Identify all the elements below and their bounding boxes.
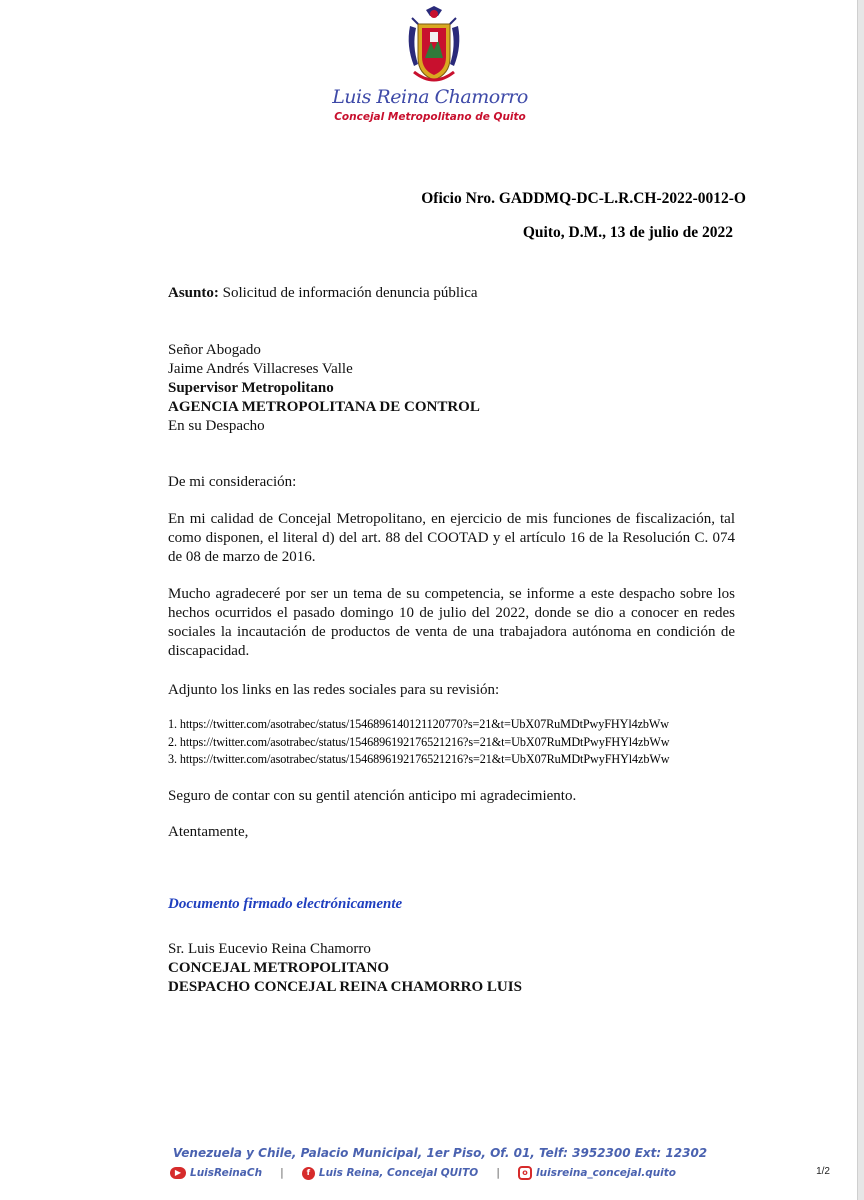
- footer-separator: |: [496, 1167, 501, 1179]
- youtube-handle: LuisReinaCh: [190, 1167, 263, 1179]
- page-edge: [857, 0, 864, 1200]
- coat-of-arms-icon: [404, 6, 464, 90]
- links-list: [168, 716, 738, 769]
- subject-label: Asunto:: [168, 285, 219, 301]
- page-number: 1/2: [816, 1166, 830, 1177]
- facebook-icon: f: [302, 1167, 315, 1180]
- list-item[interactable]: 3. https://twitter.com/asotrabec/status/1546896192176521216?s=21&t=UbX07RuMDtPwyFHYl4zbWw: [168, 752, 670, 766]
- recipient-block: [168, 341, 728, 436]
- paragraph-1: En mi calidad de Concejal Metropolitano, en ejercicio de mis funciones de fiscalización, tal como disponen, el literal d) del art. 88 del COOTAD y el artículo 16 de la Resolución C. 074 de 08 de marzo de 2016.: [168, 511, 735, 565]
- paragraph-4: Seguro de contar con su gentil atención anticipo mi agradecimiento.: [168, 788, 577, 804]
- youtube-icon: ▶: [170, 1167, 186, 1179]
- footer-youtube[interactable]: [170, 1167, 262, 1179]
- footer-facebook[interactable]: [302, 1167, 478, 1180]
- paragraph-2: Mucho agradeceré por ser un tema de su competencia, se informe a este despacho sobre los hechos ocurridos el pasado domingo 10 de julio del 2022, donde se dio a conocer en redes sociales la incautación de productos de venta de una trabajadora autónoma en condición de discapacidad.: [168, 586, 735, 659]
- recipient-name: Jaime Andrés Villacreses Valle: [168, 361, 353, 377]
- footer-address: Venezuela y Chile, Palacio Municipal, 1er Piso, Of. 01, Telf: 3952300 Ext: 12302: [172, 1146, 708, 1160]
- electronic-signature-note: Documento firmado electrónicamente: [168, 896, 403, 912]
- footer-instagram[interactable]: [518, 1166, 676, 1180]
- greeting: De mi consideración:: [168, 474, 297, 490]
- councilor-title-logo: Concejal Metropolitano de Quito: [334, 111, 526, 123]
- signer-office: DESPACHO CONCEJAL REINA CHAMORRO LUIS: [168, 979, 522, 995]
- recipient-agency: AGENCIA METROPOLITANA DE CONTROL: [168, 399, 480, 415]
- signer-block: [168, 940, 728, 997]
- recipient-location: En su Despacho: [168, 418, 265, 434]
- list-item[interactable]: 1. https://twitter.com/asotrabec/status/1546896140121120770?s=21&t=UbX07RuMDtPwyFHYl4zbWw: [168, 717, 670, 731]
- document-date: Quito, D.M., 13 de julio de 2022: [522, 224, 733, 241]
- list-item[interactable]: 2. https://twitter.com/asotrabec/status/1546896192176521216?s=21&t=UbX07RuMDtPwyFHYl4zbWw: [168, 734, 670, 749]
- recipient-salutation: Señor Abogado: [168, 342, 261, 358]
- closing: Atentamente,: [168, 824, 249, 840]
- footer-social: [170, 1164, 730, 1182]
- subject-text: Solicitud de información denuncia pública: [222, 285, 478, 301]
- instagram-handle: luisreina_concejal.quito: [536, 1167, 677, 1179]
- footer-separator: |: [280, 1167, 284, 1179]
- paragraph-3: Adjunto los links en las redes sociales para su revisión:: [168, 682, 500, 698]
- instagram-icon: o: [518, 1166, 532, 1180]
- signer-title: CONCEJAL METROPOLITANO: [168, 960, 389, 976]
- subject-line: [168, 284, 728, 303]
- document-reference: Oficio Nro. GADDMQ-DC-L.R.CH-2022-0012-O: [421, 190, 746, 207]
- councilor-name-logo: Luis Reina Chamorro: [332, 86, 528, 108]
- recipient-position: Supervisor Metropolitano: [168, 380, 334, 396]
- facebook-handle: Luis Reina, Concejal QUITO: [318, 1167, 479, 1179]
- signer-name: Sr. Luis Eucevio Reina Chamorro: [168, 941, 371, 957]
